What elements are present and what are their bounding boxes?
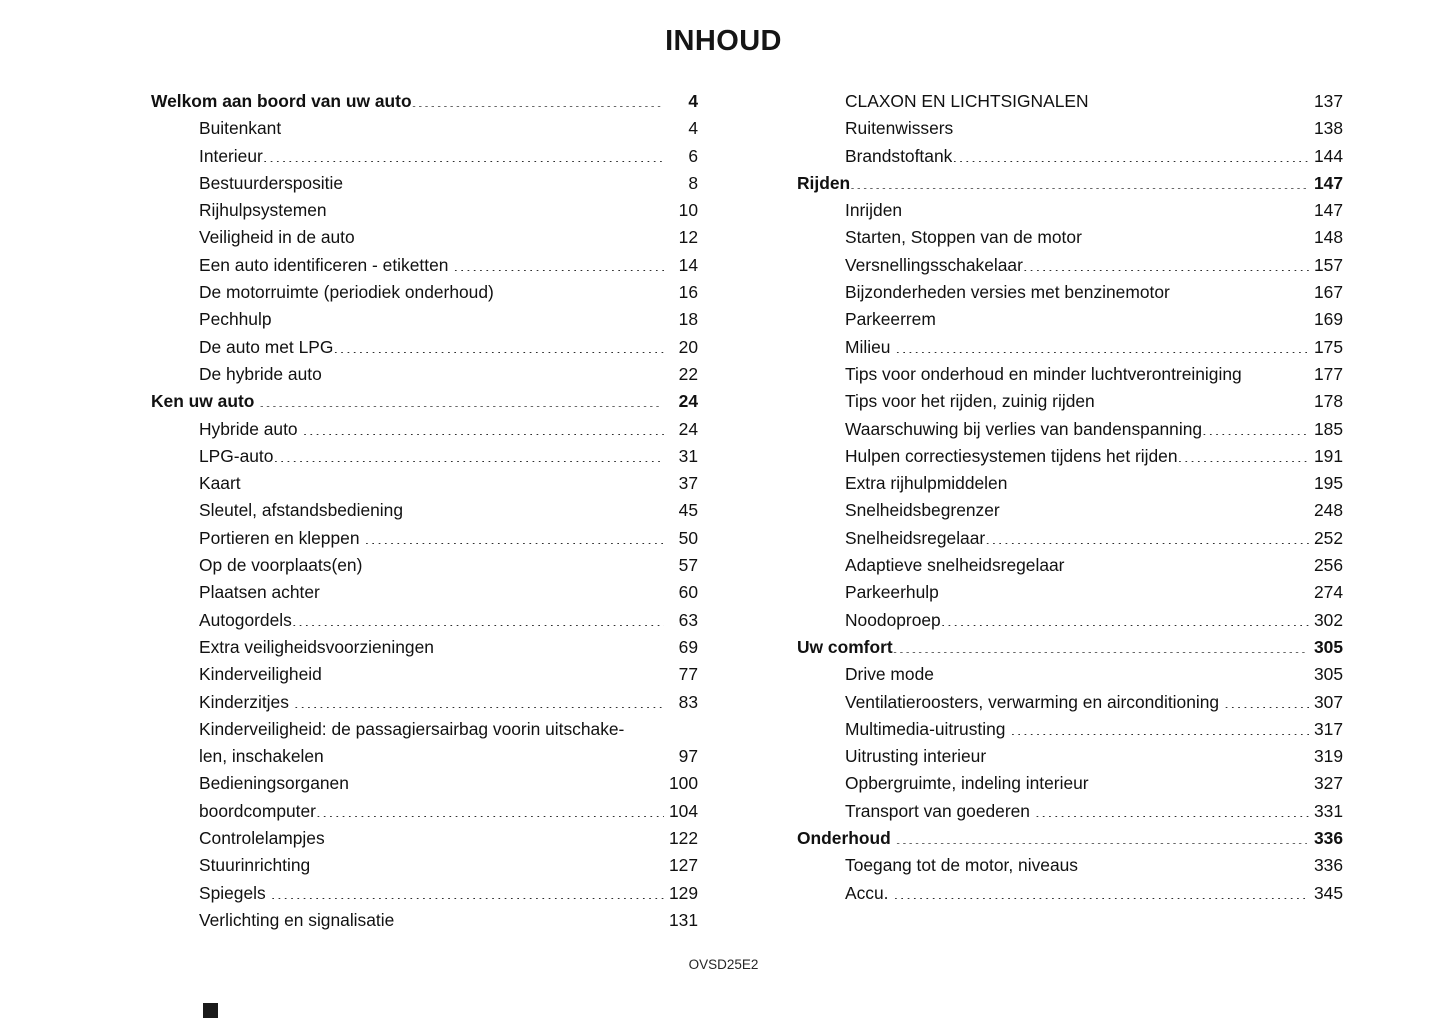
- toc-page-number: 63: [678, 609, 698, 630]
- toc-entry-label: Plaatsen achter: [199, 582, 320, 603]
- toc-leader-dots: [1069, 554, 1309, 571]
- toc-entry-label: Milieu: [845, 336, 891, 357]
- toc-entry-label: Hulpen correctiesystemen tijdens het rijden: [845, 445, 1178, 466]
- toc-entry[interactable]: [797, 470, 1343, 497]
- toc-page-number: 8: [688, 172, 698, 193]
- toc-entry[interactable]: [151, 334, 698, 361]
- toc-entry[interactable]: [151, 716, 698, 771]
- toc-leader-dots: [259, 390, 662, 407]
- toc-entry-label: Hybride auto: [199, 418, 298, 439]
- toc-entry[interactable]: [797, 334, 1343, 361]
- toc-section[interactable]: [797, 170, 1343, 197]
- toc-page-number: 100: [668, 773, 698, 794]
- toc-page-number: 50: [678, 527, 698, 548]
- toc-section-label: Uw comfort: [797, 636, 893, 657]
- toc-section[interactable]: [151, 388, 698, 415]
- toc-entry-label: Een auto identificeren - etiketten: [199, 254, 449, 275]
- toc-entry[interactable]: [797, 689, 1343, 716]
- toc-entry[interactable]: [797, 770, 1343, 797]
- toc-entry[interactable]: [151, 416, 698, 443]
- toc-entry-label: Rijhulpsystemen: [199, 200, 327, 221]
- toc-entry[interactable]: [797, 443, 1343, 470]
- toc-page-number: 20: [678, 336, 698, 357]
- toc-page-number: 248: [1313, 500, 1343, 521]
- toc-page-number: 256: [1313, 555, 1343, 576]
- toc-entry[interactable]: [151, 497, 698, 524]
- toc-entry-label: Kinderveiligheid: de passagiersairbag voorin uitschake-: [199, 718, 625, 739]
- toc-entry-label: Ruitenwissers: [845, 118, 954, 139]
- black-square-marker: [203, 1003, 218, 1018]
- toc-page-number: 137: [1313, 91, 1343, 111]
- toc-page-number: 16: [678, 282, 698, 303]
- toc-entry[interactable]: [797, 607, 1343, 634]
- toc-page-number: 191: [1313, 445, 1343, 466]
- toc-entry[interactable]: [797, 197, 1343, 224]
- toc-entry[interactable]: [151, 825, 698, 852]
- toc-page-number: 69: [678, 636, 698, 657]
- toc-entry[interactable]: [797, 798, 1343, 825]
- toc-leader-dots: [246, 472, 664, 489]
- toc-leader-dots: [1010, 717, 1309, 734]
- toc-entry[interactable]: [151, 579, 698, 606]
- toc-entry-label: len, inschakelen: [199, 746, 324, 767]
- toc-entry-label: Extra veiligheidsvoorzieningen: [199, 636, 434, 657]
- toc-entry[interactable]: [797, 552, 1343, 579]
- toc-page-number: 6: [688, 145, 698, 166]
- toc-leader-dots: [271, 881, 664, 898]
- toc-section[interactable]: [151, 88, 698, 115]
- toc-entry-label: LPG-auto: [199, 445, 274, 466]
- toc-page-number: 24: [678, 418, 698, 439]
- toc-page-number: 129: [668, 882, 698, 903]
- toc-leader-dots: [316, 799, 664, 816]
- toc-entry-label: Starten, Stoppen van de motor: [845, 227, 1082, 248]
- toc-leader-dots: [332, 199, 664, 216]
- toc-leader-dots: [399, 909, 664, 926]
- toc-entry-label: Snelheidsbegrenzer: [845, 500, 1000, 521]
- toc-entry[interactable]: [151, 607, 698, 634]
- toc-entry[interactable]: [797, 743, 1343, 770]
- toc-leader-dots: [362, 554, 664, 571]
- toc-entry[interactable]: [151, 361, 698, 388]
- toc-page-number: 147: [1313, 172, 1343, 193]
- toc-page-number: 305: [1313, 636, 1343, 657]
- toc-leader-dots: [320, 581, 664, 598]
- toc-leader-dots: [408, 499, 664, 516]
- toc-entry-label: Bestuurderspositie: [199, 172, 344, 193]
- toc-page-number: 345: [1313, 882, 1343, 903]
- toc-entry[interactable]: [151, 661, 698, 688]
- toc-entry-label: De hybride auto: [199, 363, 322, 384]
- toc-leader-dots: [348, 172, 664, 189]
- toc-page-number: 252: [1313, 527, 1343, 548]
- toc-page-number: 83: [678, 691, 698, 712]
- toc-leader-dots: [333, 335, 664, 352]
- footer-code: [0, 957, 1445, 972]
- toc-entry-label: Bedieningsorganen: [199, 773, 349, 794]
- toc-entry[interactable]: [797, 143, 1343, 170]
- toc-entry-label: Verlichting en signalisatie: [199, 909, 395, 930]
- toc-page-number: 305: [1313, 664, 1343, 685]
- toc-entry[interactable]: [151, 634, 698, 661]
- toc-entry[interactable]: [151, 525, 698, 552]
- toc-leader-dots: [1035, 799, 1309, 816]
- toc-entry[interactable]: [151, 224, 698, 251]
- toc-page-number: 147: [1313, 200, 1343, 221]
- toc-leader-dots: [281, 117, 664, 134]
- toc-entry-label: Accu.: [845, 882, 889, 903]
- toc-leader-dots: [439, 636, 664, 653]
- toc-entry[interactable]: [151, 279, 698, 306]
- toc-page-number: 336: [1313, 828, 1343, 849]
- toc-entry-label: De motorruimte (periodiek onderhoud): [199, 282, 494, 303]
- toc-entry[interactable]: [797, 361, 1343, 388]
- toc-entry-label: Extra rijhulpmiddelen: [845, 473, 1008, 494]
- toc-entry-label: Inrijden: [845, 200, 903, 221]
- toc-page-number: 336: [1313, 855, 1343, 876]
- toc-leader-dots: [349, 772, 664, 789]
- toc-entry-label: Kinderzitjes: [199, 691, 289, 712]
- toc-entry[interactable]: [151, 689, 698, 716]
- toc-page-number: 148: [1313, 227, 1343, 248]
- toc-column-left: [151, 88, 698, 934]
- toc-entry[interactable]: [797, 497, 1343, 524]
- toc-entry[interactable]: [151, 197, 698, 224]
- toc-entry[interactable]: [797, 115, 1343, 142]
- toc-page-number: 104: [668, 800, 698, 821]
- toc-page-number: 131: [668, 909, 698, 930]
- toc-page-number: 10: [678, 200, 698, 221]
- toc-leader-dots: [939, 663, 1309, 680]
- toc-leader-dots: [453, 253, 664, 270]
- toc-leader-dots: [327, 363, 664, 380]
- toc-entry-label: Bijzonderheden versies met benzinemotor: [845, 282, 1170, 303]
- toc-page-number: 327: [1313, 773, 1343, 794]
- toc-section-label: Ken uw auto: [151, 391, 255, 412]
- toc-page-number: 4: [688, 91, 698, 111]
- toc-entry-label: Veiligheid in de auto: [199, 227, 355, 248]
- toc-leader-dots: [985, 526, 1309, 543]
- toc-leader-dots: [936, 308, 1309, 325]
- toc-leader-dots: [986, 745, 1309, 762]
- toc-entry[interactable]: [151, 470, 698, 497]
- toc-page-number: 24: [678, 391, 698, 412]
- toc-leader-dots: [325, 827, 664, 844]
- toc-entry[interactable]: [797, 525, 1343, 552]
- page-title: [0, 25, 1445, 58]
- toc-entry-label: Parkeerrem: [845, 309, 936, 330]
- toc-entry[interactable]: [151, 252, 698, 279]
- toc-entry[interactable]: [797, 416, 1343, 443]
- toc-page-number: 122: [668, 828, 698, 849]
- toc-leader-dots: [1247, 363, 1309, 380]
- toc-entry-label: Sleutel, afstandsbediening: [199, 500, 404, 521]
- toc-leader-dots: [1094, 90, 1309, 107]
- toc-entry-label: Controlelampjes: [199, 828, 325, 849]
- toc-entry[interactable]: [151, 798, 698, 825]
- toc-leader-dots: [952, 144, 1309, 161]
- toc-entry-label: Op de voorplaats(en): [199, 555, 363, 576]
- toc-page-number: 12: [678, 227, 698, 248]
- toc-entry-label: Versnellingsschakelaar: [845, 254, 1023, 275]
- toc-page-number: 195: [1313, 473, 1343, 494]
- toc-leader-dots: [277, 308, 664, 325]
- toc-page-number: 57: [678, 555, 698, 576]
- toc-page-number: 177: [1313, 363, 1343, 384]
- toc-entry[interactable]: [797, 252, 1343, 279]
- toc-entry[interactable]: [151, 143, 698, 170]
- toc-entry-label: Toegang tot de motor, niveaus: [845, 855, 1078, 876]
- toc-entry[interactable]: [151, 880, 698, 907]
- toc-entry-label: Snelheidsregelaar: [845, 527, 986, 548]
- toc-leader-dots: [944, 581, 1309, 598]
- toc-column-right: [797, 88, 1343, 907]
- toc-leader-dots: [893, 636, 1307, 653]
- toc-entry[interactable]: [151, 552, 698, 579]
- toc-entry[interactable]: [151, 852, 698, 879]
- toc-entry[interactable]: [797, 388, 1343, 415]
- toc-leader-dots: [412, 90, 662, 107]
- toc-leader-dots: [895, 335, 1309, 352]
- toc-entry-label: Interieur: [199, 145, 263, 166]
- toc-leader-dots: [958, 117, 1309, 134]
- toc-entry-label: Parkeerhulp: [845, 582, 939, 603]
- toc-entry-label: Spiegels: [199, 882, 266, 903]
- toc-entry-label: Kaart: [199, 473, 241, 494]
- toc-entry-label: Multimedia-uitrusting: [845, 718, 1006, 739]
- toc-leader-dots: [1083, 854, 1309, 871]
- toc-page-number: 138: [1313, 118, 1343, 139]
- toc-leader-dots: [1178, 444, 1309, 461]
- toc-page-number: 14: [678, 254, 698, 275]
- toc-page-number: 22: [678, 363, 698, 384]
- toc-leader-dots: [1094, 772, 1309, 789]
- toc-page-number: 60: [678, 582, 698, 603]
- toc-entry[interactable]: [151, 306, 698, 333]
- toc-entry-label: boordcomputer: [199, 800, 316, 821]
- toc-entry[interactable]: [151, 770, 698, 797]
- toc-page-number: 157: [1313, 254, 1343, 275]
- toc-leader-dots: [494, 281, 664, 298]
- toc-entry-label: Stuurinrichting: [199, 855, 311, 876]
- toc-leader-dots: [310, 854, 664, 871]
- toc-page-number: 4: [688, 118, 698, 139]
- toc-entry-label: Tips voor het rijden, zuinig rijden: [845, 391, 1095, 412]
- toc-leader-dots: [1224, 690, 1309, 707]
- toc-page-number: 144: [1313, 145, 1343, 166]
- toc-page-number: 274: [1313, 582, 1343, 603]
- toc-page-number: 18: [678, 309, 698, 330]
- toc-leader-dots: [292, 608, 664, 625]
- toc-leader-dots: [1082, 226, 1309, 243]
- toc-entry[interactable]: [797, 306, 1343, 333]
- toc-leader-dots: [896, 827, 1307, 844]
- toc-page-number: 167: [1313, 282, 1343, 303]
- toc-leader-dots: [1175, 281, 1309, 298]
- toc-page-number: 127: [668, 855, 698, 876]
- toc-entry-label: Ventilatieroosters, verwarming en airconditioning: [845, 691, 1220, 712]
- toc-page-number: 37: [678, 473, 698, 494]
- toc-page-number: 169: [1313, 309, 1343, 330]
- toc-page-number: 317: [1313, 718, 1343, 739]
- toc-page-number: 45: [678, 500, 698, 521]
- toc-entry-label: Noodoproep: [845, 609, 941, 630]
- toc-entry[interactable]: [797, 88, 1343, 115]
- toc-entry[interactable]: [151, 907, 698, 934]
- toc-leader-dots: [360, 226, 664, 243]
- toc-entry-label: Autogordels: [199, 609, 292, 630]
- toc-leader-dots: [1202, 417, 1309, 434]
- toc-leader-dots: [365, 526, 665, 543]
- toc-entry[interactable]: [797, 661, 1343, 688]
- toc-entry-label: CLAXON EN LICHTSIGNALEN: [845, 91, 1089, 111]
- toc-leader-dots: [850, 172, 1307, 189]
- toc-leader-dots: [907, 199, 1309, 216]
- toc-entry[interactable]: [797, 579, 1343, 606]
- toc-leader-dots: [941, 608, 1309, 625]
- toc-leader-dots: [324, 745, 664, 762]
- toc-page-number: 77: [678, 664, 698, 685]
- toc-entry-label: Brandstoftank: [845, 145, 953, 166]
- toc-page-number: 175: [1313, 336, 1343, 357]
- toc-entry[interactable]: [797, 224, 1343, 251]
- toc-entry-label: Pechhulp: [199, 309, 272, 330]
- toc-section-label: Rijden: [797, 172, 851, 193]
- toc-leader-dots: [294, 690, 664, 707]
- page-title-text: INHOUD: [665, 25, 782, 57]
- toc-entry-label: Uitrusting interieur: [845, 746, 987, 767]
- toc-leader-dots: [273, 444, 664, 461]
- toc-entry[interactable]: [797, 279, 1343, 306]
- toc-entry[interactable]: [151, 443, 698, 470]
- toc-page-number: 185: [1313, 418, 1343, 439]
- toc-entry[interactable]: [797, 852, 1343, 879]
- toc-entry[interactable]: [797, 880, 1343, 907]
- toc-entry-label: Tips voor onderhoud en minder luchtverontreiniging: [845, 363, 1242, 384]
- toc-section[interactable]: [797, 634, 1343, 661]
- toc-page-number: 302: [1313, 609, 1343, 630]
- toc-entry-label: Waarschuwing bij verlies van bandenspanning: [845, 418, 1203, 439]
- toc-section-label: Welkom aan boord van uw auto: [151, 91, 412, 111]
- toc-page-number: 331: [1313, 800, 1343, 821]
- toc-entry-label: Transport van goederen: [845, 800, 1030, 821]
- toc-entry-label: Portieren en kleppen: [199, 527, 360, 548]
- toc-leader-dots: [1012, 472, 1309, 489]
- toc-leader-dots: [1000, 499, 1309, 516]
- toc-leader-dots: [303, 417, 664, 434]
- toc-page-number: 31: [678, 445, 698, 466]
- toc-page-number: 319: [1313, 746, 1343, 767]
- toc-section-label: Onderhoud: [797, 828, 891, 849]
- toc-entry-label: Buitenkant: [199, 118, 282, 139]
- toc-leader-dots: [263, 144, 664, 161]
- footer-code-text: OVSD25E2: [688, 957, 759, 972]
- toc-leader-dots: [327, 663, 664, 680]
- toc-entry[interactable]: [151, 115, 698, 142]
- toc-entry-label: Drive mode: [845, 664, 934, 685]
- toc-page-number: 307: [1313, 691, 1343, 712]
- toc-entry-label: De auto met LPG: [199, 336, 334, 357]
- toc-entry-label: Adaptieve snelheidsregelaar: [845, 555, 1065, 576]
- toc-leader-dots: [894, 881, 1310, 898]
- toc-entry[interactable]: [797, 716, 1343, 743]
- toc-section[interactable]: [797, 825, 1343, 852]
- toc-leader-dots: [1023, 253, 1309, 270]
- toc-entry-label: Kinderveiligheid: [199, 664, 322, 685]
- toc-page-number: 178: [1313, 391, 1343, 412]
- toc-entry[interactable]: [151, 170, 698, 197]
- toc-page-number: 97: [678, 746, 698, 767]
- toc-entry-label: Opbergruimte, indeling interieur: [845, 773, 1089, 794]
- toc-leader-dots: [1095, 390, 1309, 407]
